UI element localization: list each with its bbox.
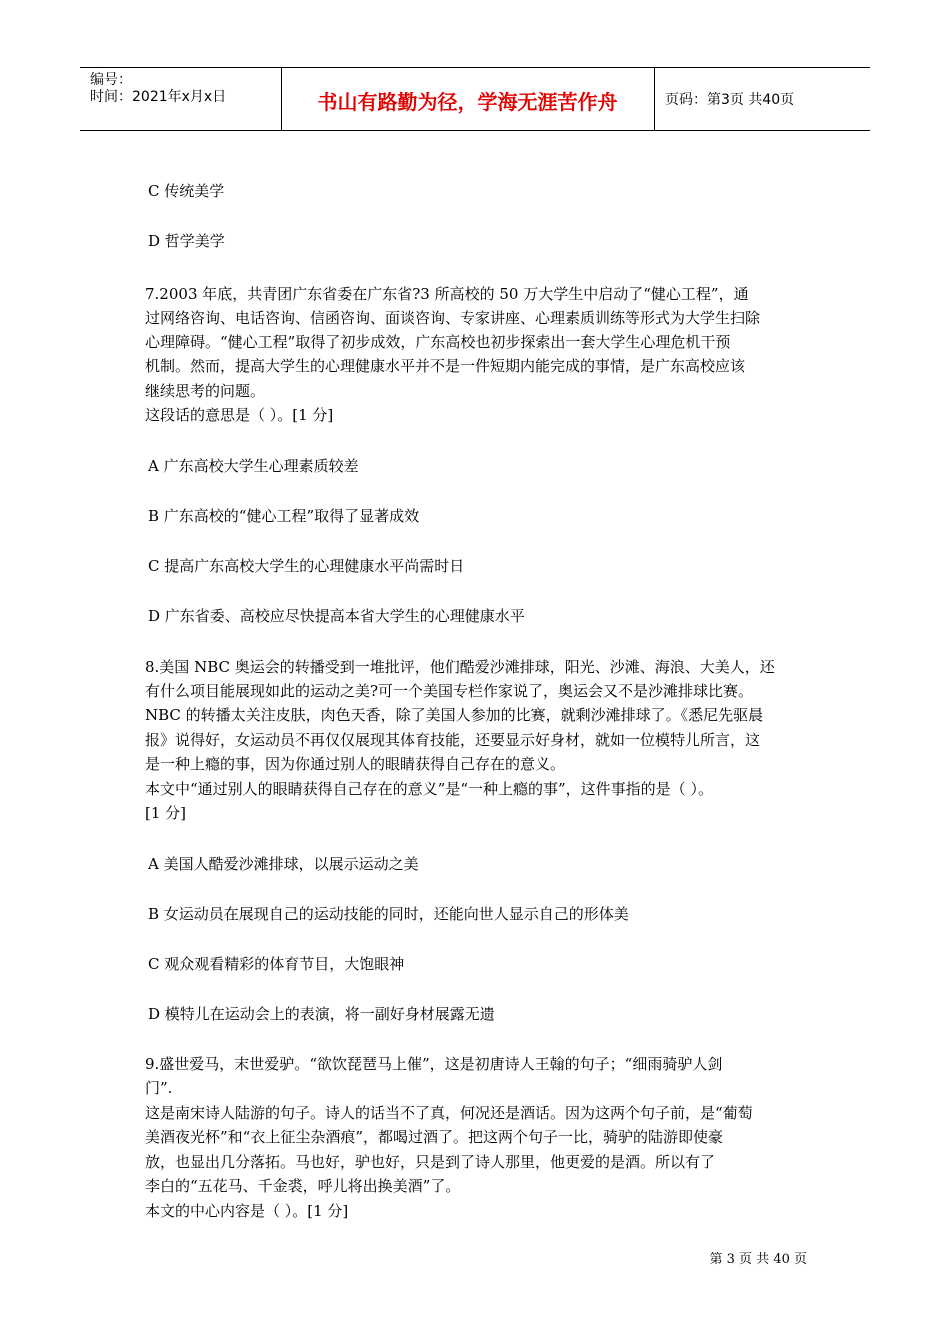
page-header [80, 67, 870, 131]
q7-option-d: D 广东省委、高校应尽快提高本省大学生的心理健康水平 [148, 607, 525, 625]
q8-line: 报》说得好，女运动员不再仅仅展现其体育技能，还要显示好身材，就如一位模特儿所言，这 [145, 731, 761, 749]
q7-option-a: A 广东高校大学生心理素质较差 [148, 457, 359, 475]
header-page-cell [655, 68, 870, 130]
serial-label: 编号： [90, 72, 132, 88]
q9-line: 放，也显出几分落拓。马也好，驴也好，只是到了诗人那里，他更爱的是酒。所以有了 [145, 1153, 716, 1171]
q8-option-b: B 女运动员在展现自己的运动技能的同时，还能向世人显示自己的形体美 [148, 905, 629, 923]
q7-line: 心理障碍。“健心工程”取得了初步成效，广东高校也初步探索出一套大学生心理危机干预 [145, 333, 731, 351]
q7-line: 7.2003 年底，共青团广东省委在广东省?3 所高校的 50 万大学生中启动了“健心工程”，通 [145, 285, 749, 303]
page-footer: 第 3 页 共 40 页 [709, 1252, 807, 1267]
q8-line: 8.美国 NBC 奥运会的转播受到一堆批评，他们酷爱沙滩排球，阳光、沙滩、海浪、大美人，还 [145, 658, 775, 676]
header-motto-cell [281, 68, 655, 130]
q9-line: 李白的“五花马、千金裘，呼儿将出换美酒”了。 [145, 1177, 461, 1195]
q8-question: 本文中“通过别人的眼睛获得自己存在的意义”是“一种上瘾的事”，这件事指的是（ ）。 [145, 780, 713, 798]
q9-line: 美酒夜光杯”和“衣上征尘杂酒痕”，都喝过酒了。把这两个句子一比，骑驴的陆游即使豪 [145, 1128, 724, 1146]
q6-option-d: D 哲学美学 [148, 232, 225, 250]
q7-line: 继续思考的问题。 [145, 382, 266, 400]
q8-option-c: C 观众观看精彩的体育节目，大饱眼神 [148, 955, 405, 973]
page-code: 页码：第3页 共40页 [665, 92, 795, 108]
time-label: 时间：2021年x月x日 [90, 89, 227, 105]
q8-line: 有什么项目能展现如此的运动之美?可一个美国专栏作家说了，奥运会又不是沙滩排球比赛。 [145, 682, 754, 700]
header-meta-cell [80, 68, 282, 130]
q9-line: 这是南宋诗人陆游的句子。诗人的话当不了真，何况还是酒话。因为这两个句子前，是“葡萄 [145, 1104, 753, 1122]
q8-line: NBC 的转播太关注皮肤，肉色天香，除了美国人参加的比赛，就剩沙滩排球了。《悉尼先驱晨 [145, 706, 764, 724]
q9-line: 9.盛世爱马，末世爱驴。“欲饮琵琶马上催”，这是初唐诗人王翰的句子；“细雨骑驴人剑 [145, 1055, 723, 1073]
q7-option-b: B 广东高校的“健心工程”取得了显著成效 [148, 507, 420, 525]
q9-line: 门”. [145, 1079, 173, 1097]
q6-option-c: C 传统美学 [148, 182, 225, 200]
q9-question: 本文的中心内容是（ ）。[1 分] [145, 1202, 349, 1220]
q7-line: 过网络咨询、电话咨询、信函咨询、面谈咨询、专家讲座、心理素质训练等形式为大学生扫除 [145, 309, 761, 327]
q8-score: [1 分] [145, 804, 187, 822]
q8-option-d: D 模特儿在运动会上的表演，将一副好身材展露无遗 [148, 1005, 495, 1023]
motto: 书山有路勤为径，学海无涯苦作舟 [317, 90, 618, 114]
q8-line: 是一种上瘾的事，因为你通过别人的眼睛获得自己存在的意义。 [145, 755, 566, 773]
q7-option-c: C 提高广东高校大学生的心理健康水平尚需时日 [148, 557, 465, 575]
q7-line: 机制。然而，提高大学生的心理健康水平并不是一件短期内能完成的事情，是广东高校应该 [145, 357, 746, 375]
q8-option-a: A 美国人酷爱沙滩排球，以展示运动之美 [148, 855, 419, 873]
q7-question: 这段话的意思是（ ）。[1 分] [145, 406, 334, 424]
